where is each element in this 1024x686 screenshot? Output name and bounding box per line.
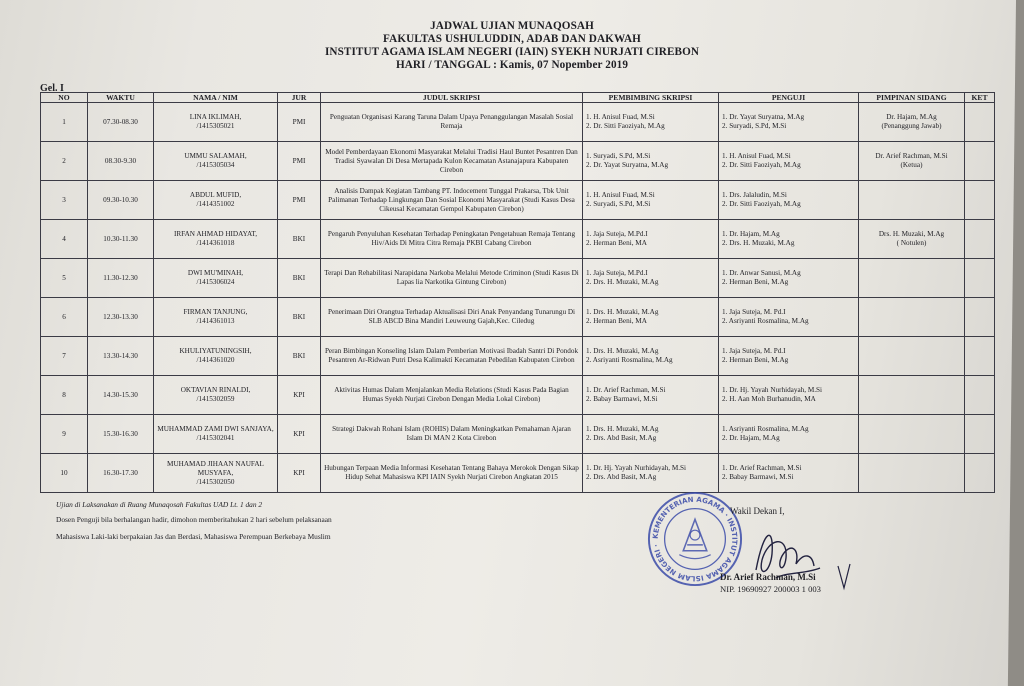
examiner-name: 1. Drs. Jalaludin, M.Si bbox=[722, 191, 787, 199]
examiner-name: 1. Dr. Yayat Suryatna, M.Ag bbox=[722, 113, 805, 121]
cell-no: 2 bbox=[41, 142, 88, 181]
cell-pimpinan bbox=[859, 376, 965, 415]
cell-nama-nim bbox=[154, 103, 278, 142]
table-row bbox=[41, 415, 995, 454]
examiner-name: 2. Suryadi, S.Pd, M.Si bbox=[722, 122, 787, 130]
col-judul: JUDUL SKRIPSI bbox=[321, 93, 583, 103]
col-ket: KET bbox=[965, 93, 995, 103]
cell-waktu: 12.30-13.30 bbox=[88, 298, 154, 337]
cell-judul: Penguatan Organisasi Karang Taruna Dalam Upaya Penanggulangan Masalah Sosial Remaja bbox=[321, 103, 583, 142]
advisor-name: 2. Herman Beni, MA bbox=[586, 317, 647, 325]
student-nim: /1415302050 bbox=[196, 477, 235, 486]
examiner-name: 2. H. Aan Moh Burhanudin, MA bbox=[722, 395, 816, 403]
student-name: DWI MU'MINAH, bbox=[187, 269, 244, 277]
cell-waktu: 09.30-10.30 bbox=[88, 181, 154, 220]
cell-penguji bbox=[719, 142, 859, 181]
student-name: ABDUL MUFID, bbox=[189, 191, 242, 199]
cell-pembimbing bbox=[583, 220, 719, 259]
cell-pimpinan bbox=[859, 181, 965, 220]
cell-pimpinan bbox=[859, 103, 965, 142]
cell-waktu: 10.30-11.30 bbox=[88, 220, 154, 259]
advisor-name: 1. Suryadi, S.Pd, M.Si bbox=[586, 152, 651, 160]
cell-no: 7 bbox=[41, 337, 88, 376]
table-row bbox=[41, 142, 995, 181]
cell-pimpinan bbox=[859, 454, 965, 493]
advisor-name: 2. Drs. H. Muzaki, M.Ag bbox=[586, 278, 659, 286]
cell-pimpinan bbox=[859, 142, 965, 181]
chair-line: Dr. Arief Rachman, M.Si bbox=[875, 152, 948, 160]
cell-pembimbing bbox=[583, 415, 719, 454]
student-name: MUHAMAD JIHAAN NAUFAL MUSYAFA, bbox=[167, 459, 264, 477]
col-pimpinan: PIMPINAN SIDANG bbox=[859, 93, 965, 103]
chair-line: ( Notulen) bbox=[896, 239, 927, 247]
student-nim: /1415302041 bbox=[196, 434, 235, 442]
cell-pembimbing bbox=[583, 181, 719, 220]
examiner-name: 1. Jaja Suteja, M. Pd.I bbox=[722, 347, 786, 355]
cell-judul: Terapi Dan Rehabilitasi Narapidana Narkoba Melalui Metode Criminon (Studi Kasus Di Lapas lia Narkotika Gintung Cirebon) bbox=[321, 259, 583, 298]
student-nim: /1415306024 bbox=[196, 278, 235, 286]
note-location: Ujian di Laksanakan di Ruang Munaqosah Fakultas UAD Lt. 1 dan 2 bbox=[56, 500, 263, 509]
col-penguji: PENGUJI bbox=[719, 93, 859, 103]
cell-waktu: 15.30-16.30 bbox=[88, 415, 154, 454]
examiner-name: 2. Herman Beni, M.Ag bbox=[722, 356, 789, 364]
cell-ket bbox=[965, 181, 995, 220]
notes bbox=[56, 500, 332, 549]
cell-penguji bbox=[719, 337, 859, 376]
student-nim: /1415305034 bbox=[196, 161, 235, 169]
cell-penguji bbox=[719, 220, 859, 259]
advisor-name: 1. Drs. H. Muzaki, M.Ag bbox=[586, 425, 659, 433]
student-name: MUHAMMAD ZAMI DWI SANJAYA, bbox=[157, 425, 274, 433]
cell-judul: Aktivitas Humas Dalam Menjalankan Media Relations (Studi Kasus Pada Bagian Humas Syekh Nurjati Cirebon Dengan Media Lokal Cirebon) bbox=[321, 376, 583, 415]
cell-ket bbox=[965, 103, 995, 142]
cell-pembimbing bbox=[583, 142, 719, 181]
cell-pimpinan bbox=[859, 337, 965, 376]
cell-ket bbox=[965, 142, 995, 181]
col-waktu: WAKTU bbox=[88, 93, 154, 103]
advisor-name: 1. Jaja Suteja, M.Pd.I bbox=[586, 230, 648, 238]
col-nama-nim: NAMA / NIM bbox=[154, 93, 278, 103]
cell-nama-nim bbox=[154, 454, 278, 493]
advisor-name: 2. Drs. Abd Basit, M.Ag bbox=[586, 473, 657, 481]
cell-nama-nim bbox=[154, 181, 278, 220]
student-name: UMMU SALAMAH, bbox=[184, 152, 247, 160]
cell-no: 5 bbox=[41, 259, 88, 298]
cell-nama-nim bbox=[154, 415, 278, 454]
cell-jur: KPI bbox=[278, 415, 321, 454]
cell-ket bbox=[965, 376, 995, 415]
chair-line: Dr. Hajam, M.Ag bbox=[886, 113, 937, 121]
cell-nama-nim bbox=[154, 298, 278, 337]
cell-jur: BKI bbox=[278, 337, 321, 376]
examiner-name: 2. Herman Beni, M.Ag bbox=[722, 278, 789, 286]
cell-pimpinan bbox=[859, 415, 965, 454]
examiner-name: 1. Asriyanti Rosmalina, M.Ag bbox=[722, 425, 809, 433]
signature-title: Wakil Dekan I, bbox=[730, 506, 785, 516]
cell-nama-nim bbox=[154, 376, 278, 415]
cell-penguji bbox=[719, 454, 859, 493]
note-dress-code: Mahasiswa Laki-laki berpakaian Jas dan Berdasi, Mahasiswa Perempuan Berkebaya Muslim bbox=[56, 532, 331, 541]
cell-ket bbox=[965, 220, 995, 259]
note-examiner: Dosen Penguji bila berhalangan hadir, dimohon memberitahukan 2 hari sebelum pelaksanaan bbox=[56, 515, 332, 524]
cell-pembimbing bbox=[583, 454, 719, 493]
cell-jur: PMI bbox=[278, 142, 321, 181]
cell-pimpinan bbox=[859, 298, 965, 337]
cell-pembimbing bbox=[583, 337, 719, 376]
svg-text:KEMENTERIAN AGAMA · INSTITUT A: KEMENTERIAN AGAMA · INSTITUT AGAMA ISLAM NEGERI · bbox=[650, 494, 740, 584]
cell-nama-nim bbox=[154, 142, 278, 181]
cell-no: 8 bbox=[41, 376, 88, 415]
advisor-name: 1. Dr. Hj. Yayah Nurhidayah, M.Si bbox=[586, 464, 687, 472]
chair-line: (Ketua) bbox=[900, 161, 923, 169]
signature-nip: NIP. 19690927 200003 1 003 bbox=[720, 584, 821, 594]
cell-waktu: 16.30-17.30 bbox=[88, 454, 154, 493]
cell-pembimbing bbox=[583, 103, 719, 142]
cell-waktu: 07.30-08.30 bbox=[88, 103, 154, 142]
student-nim: /1414361018 bbox=[196, 239, 235, 247]
header-institute: INSTITUT AGAMA ISLAM NEGERI (IAIN) SYEKH NURJATI CIREBON bbox=[324, 46, 700, 58]
cell-ket bbox=[965, 259, 995, 298]
cell-no: 9 bbox=[41, 415, 88, 454]
cell-pembimbing bbox=[583, 259, 719, 298]
cell-judul: Penerimaan Diri Orangtua Terhadap Aktualisasi Diri Anak Penyandang Tunarungu Di SLB ABCD Bina Mandiri Leuweung Gajah,Kec. Ciledug bbox=[321, 298, 583, 337]
examiner-name: 1. H. Anisul Fuad, M.Si bbox=[722, 152, 791, 160]
table-body bbox=[41, 103, 995, 493]
cell-jur: BKI bbox=[278, 298, 321, 337]
cell-nama-nim bbox=[154, 259, 278, 298]
cell-nama-nim bbox=[154, 337, 278, 376]
col-pembimbing: PEMBIMBING SKRIPSI bbox=[583, 93, 719, 103]
schedule-table bbox=[40, 92, 995, 493]
chair-line: (Penanggung Jawab) bbox=[881, 122, 942, 130]
student-nim: /1414361013 bbox=[196, 317, 235, 325]
cell-penguji bbox=[719, 298, 859, 337]
col-no: NO bbox=[41, 93, 88, 103]
advisor-name: 1. Drs. H. Muzaki, M.Ag bbox=[586, 308, 659, 316]
signature-name: Dr. Arief Rachman, M.Si bbox=[720, 572, 816, 582]
examiner-name: 1. Dr. Arief Rachman, M.Si bbox=[722, 464, 802, 472]
examiner-name: 2. Dr. Hajam, M.Ag bbox=[722, 434, 780, 442]
table-row bbox=[41, 337, 995, 376]
student-name: KHULIYATUNINGSIH, bbox=[179, 347, 252, 355]
cell-no: 3 bbox=[41, 181, 88, 220]
examiner-name: 1. Dr. Hajam, M.Ag bbox=[722, 230, 780, 238]
cell-penguji bbox=[719, 415, 859, 454]
student-nim: /1414361020 bbox=[196, 356, 235, 364]
cell-penguji bbox=[719, 181, 859, 220]
advisor-name: 2. Drs. Abd Basit, M.Ag bbox=[586, 434, 657, 442]
table-row bbox=[41, 259, 995, 298]
examiner-name: 1. Jaja Suteja, M. Pd.I bbox=[722, 308, 786, 316]
cell-waktu: 14.30-15.30 bbox=[88, 376, 154, 415]
table-row bbox=[41, 181, 995, 220]
advisor-name: 1. Dr. Arief Rachman, M.Si bbox=[586, 386, 666, 394]
student-name: FIRMAN TANJUNG, bbox=[183, 308, 248, 316]
cell-ket bbox=[965, 337, 995, 376]
student-name: OKTAVIAN RINALDI, bbox=[180, 386, 251, 394]
cell-judul: Model Pemberdayaan Ekonomi Masyarakat Melalui Tradisi Haul Buntet Pesantren Dan Tradisi Syawalan Di Desa Mertapada Kulon Kecamatan Astanajapura Kabupaten Cirebon bbox=[321, 142, 583, 181]
cell-jur: KPI bbox=[278, 376, 321, 415]
cell-jur: KPI bbox=[278, 454, 321, 493]
examiner-name: 2. Drs. H. Muzaki, M.Ag bbox=[722, 239, 795, 247]
cell-jur: PMI bbox=[278, 181, 321, 220]
advisor-name: 1. Drs. H. Muzaki, M.Ag bbox=[586, 347, 659, 355]
advisor-name: 1. H. Anisul Fuad, M.Si bbox=[586, 113, 655, 121]
cell-judul: Hubungan Terpaan Media Informasi Kesehatan Tentang Bahaya Merokok Dengan Sikap Hidup Sehat Mahasiswa KPI IAIN Syekh Nurjati Cirebon Angkatan 2015 bbox=[321, 454, 583, 493]
cell-nama-nim bbox=[154, 220, 278, 259]
table-row bbox=[41, 376, 995, 415]
examiner-name: 2. Asriyanti Rosmalina, M.Ag bbox=[722, 317, 809, 325]
examiner-name: 2. Dr. Sitti Faoziyah, M.Ag bbox=[722, 161, 801, 169]
cell-no: 4 bbox=[41, 220, 88, 259]
cell-jur: BKI bbox=[278, 259, 321, 298]
cell-waktu: 08.30-9.30 bbox=[88, 142, 154, 181]
cell-ket bbox=[965, 415, 995, 454]
cell-penguji bbox=[719, 376, 859, 415]
cell-pembimbing bbox=[583, 298, 719, 337]
cell-judul: Analisis Dampak Kegiatan Tambang PT. Indocement Tunggal Prakarsa, Tbk Unit Palimanan Terhadap Lingkungan Dan Sosial Ekonomi Masyarakat (Studi Kasus Desa Cikeusal Kecamatan Gempol Kabupaten Cirebon) bbox=[321, 181, 583, 220]
table-row bbox=[41, 298, 995, 337]
advisor-name: 2. Dr. Sitti Faoziyah, M.Ag bbox=[586, 122, 665, 130]
cell-judul: Peran Bimbingan Konseling Islam Dalam Pemberian Motivasi Ibadah Santri Di Pondok Pesantren Ar-Ridwan Putri Desa Kalimaktí Kecamatan Pebedilan Kabupaten Cirebon bbox=[321, 337, 583, 376]
cell-no: 10 bbox=[41, 454, 88, 493]
table-header-row bbox=[41, 93, 995, 103]
cell-no: 6 bbox=[41, 298, 88, 337]
header-date: HARI / TANGGAL : Kamis, 07 Nopember 2019 bbox=[395, 59, 629, 71]
table-row bbox=[41, 454, 995, 493]
batch-label: Gel. I bbox=[40, 83, 64, 94]
examiner-name: 1. Dr. Hj. Yayah Nurhidayah, M.Si bbox=[722, 386, 823, 394]
cell-judul: Pengaruh Penyuluhan Kesehatan Terhadap Peningkatan Pengetahuan Remaja Tentang Hiv/Aids Di Mitra Citra Remaja PKBI Cabang Cirebon bbox=[321, 220, 583, 259]
examiner-name: 2. Dr. Sitti Faoziyah, M.Ag bbox=[722, 200, 801, 208]
cell-penguji bbox=[719, 103, 859, 142]
col-jur: JUR bbox=[278, 93, 321, 103]
advisor-name: 2. Dr. Yayat Suryatna, M.Ag bbox=[586, 161, 669, 169]
cell-jur: BKI bbox=[278, 220, 321, 259]
cell-penguji bbox=[719, 259, 859, 298]
examiner-name: 2. Babay Barmawi, M.Si bbox=[722, 473, 794, 481]
student-name: IRFAN AHMAD HIDAYAT, bbox=[173, 230, 258, 238]
document-header bbox=[0, 20, 1024, 72]
student-nim: /1415305021 bbox=[196, 122, 235, 130]
cell-jur: PMI bbox=[278, 103, 321, 142]
advisor-name: 2. Asriyanti Rosmalina, M.Ag bbox=[586, 356, 673, 364]
advisor-name: 2. Babay Barmawi, M.Si bbox=[586, 395, 658, 403]
cell-waktu: 11.30-12.30 bbox=[88, 259, 154, 298]
cell-judul: Strategi Dakwah Rohani Islam (ROHIS) Dalam Meningkatkan Pemahaman Ajaran Islam Di MAN 2 Kota Cirebon bbox=[321, 415, 583, 454]
cell-waktu: 13.30-14.30 bbox=[88, 337, 154, 376]
cell-ket bbox=[965, 298, 995, 337]
table-row bbox=[41, 103, 995, 142]
student-nim: /1415302059 bbox=[196, 395, 235, 403]
cell-pimpinan bbox=[859, 259, 965, 298]
advisor-name: 2. Herman Beni, MA bbox=[586, 239, 647, 247]
advisor-name: 1. H. Anisul Fuad, M.Si bbox=[586, 191, 655, 199]
cell-pimpinan bbox=[859, 220, 965, 259]
advisor-name: 1. Jaja Suteja, M.Pd.I bbox=[586, 269, 648, 277]
header-title: JADWAL UJIAN MUNAQOSAH bbox=[430, 20, 594, 32]
table-row bbox=[41, 220, 995, 259]
header-faculty: FAKULTAS USHULUDDIN, ADAB DAN DAKWAH bbox=[383, 33, 641, 45]
cell-pembimbing bbox=[583, 376, 719, 415]
cell-ket bbox=[965, 454, 995, 493]
student-nim: /1414351002 bbox=[196, 200, 235, 208]
chair-line: Drs. H. Muzaki, M.Ag bbox=[878, 230, 945, 238]
advisor-name: 2. Suryadi, S.Pd, M.Si bbox=[586, 200, 651, 208]
examiner-name: 1. Dr. Anwar Sanusi, M.Ag bbox=[722, 269, 801, 277]
student-name: LINA IKLIMAH, bbox=[189, 113, 242, 121]
cell-no: 1 bbox=[41, 103, 88, 142]
